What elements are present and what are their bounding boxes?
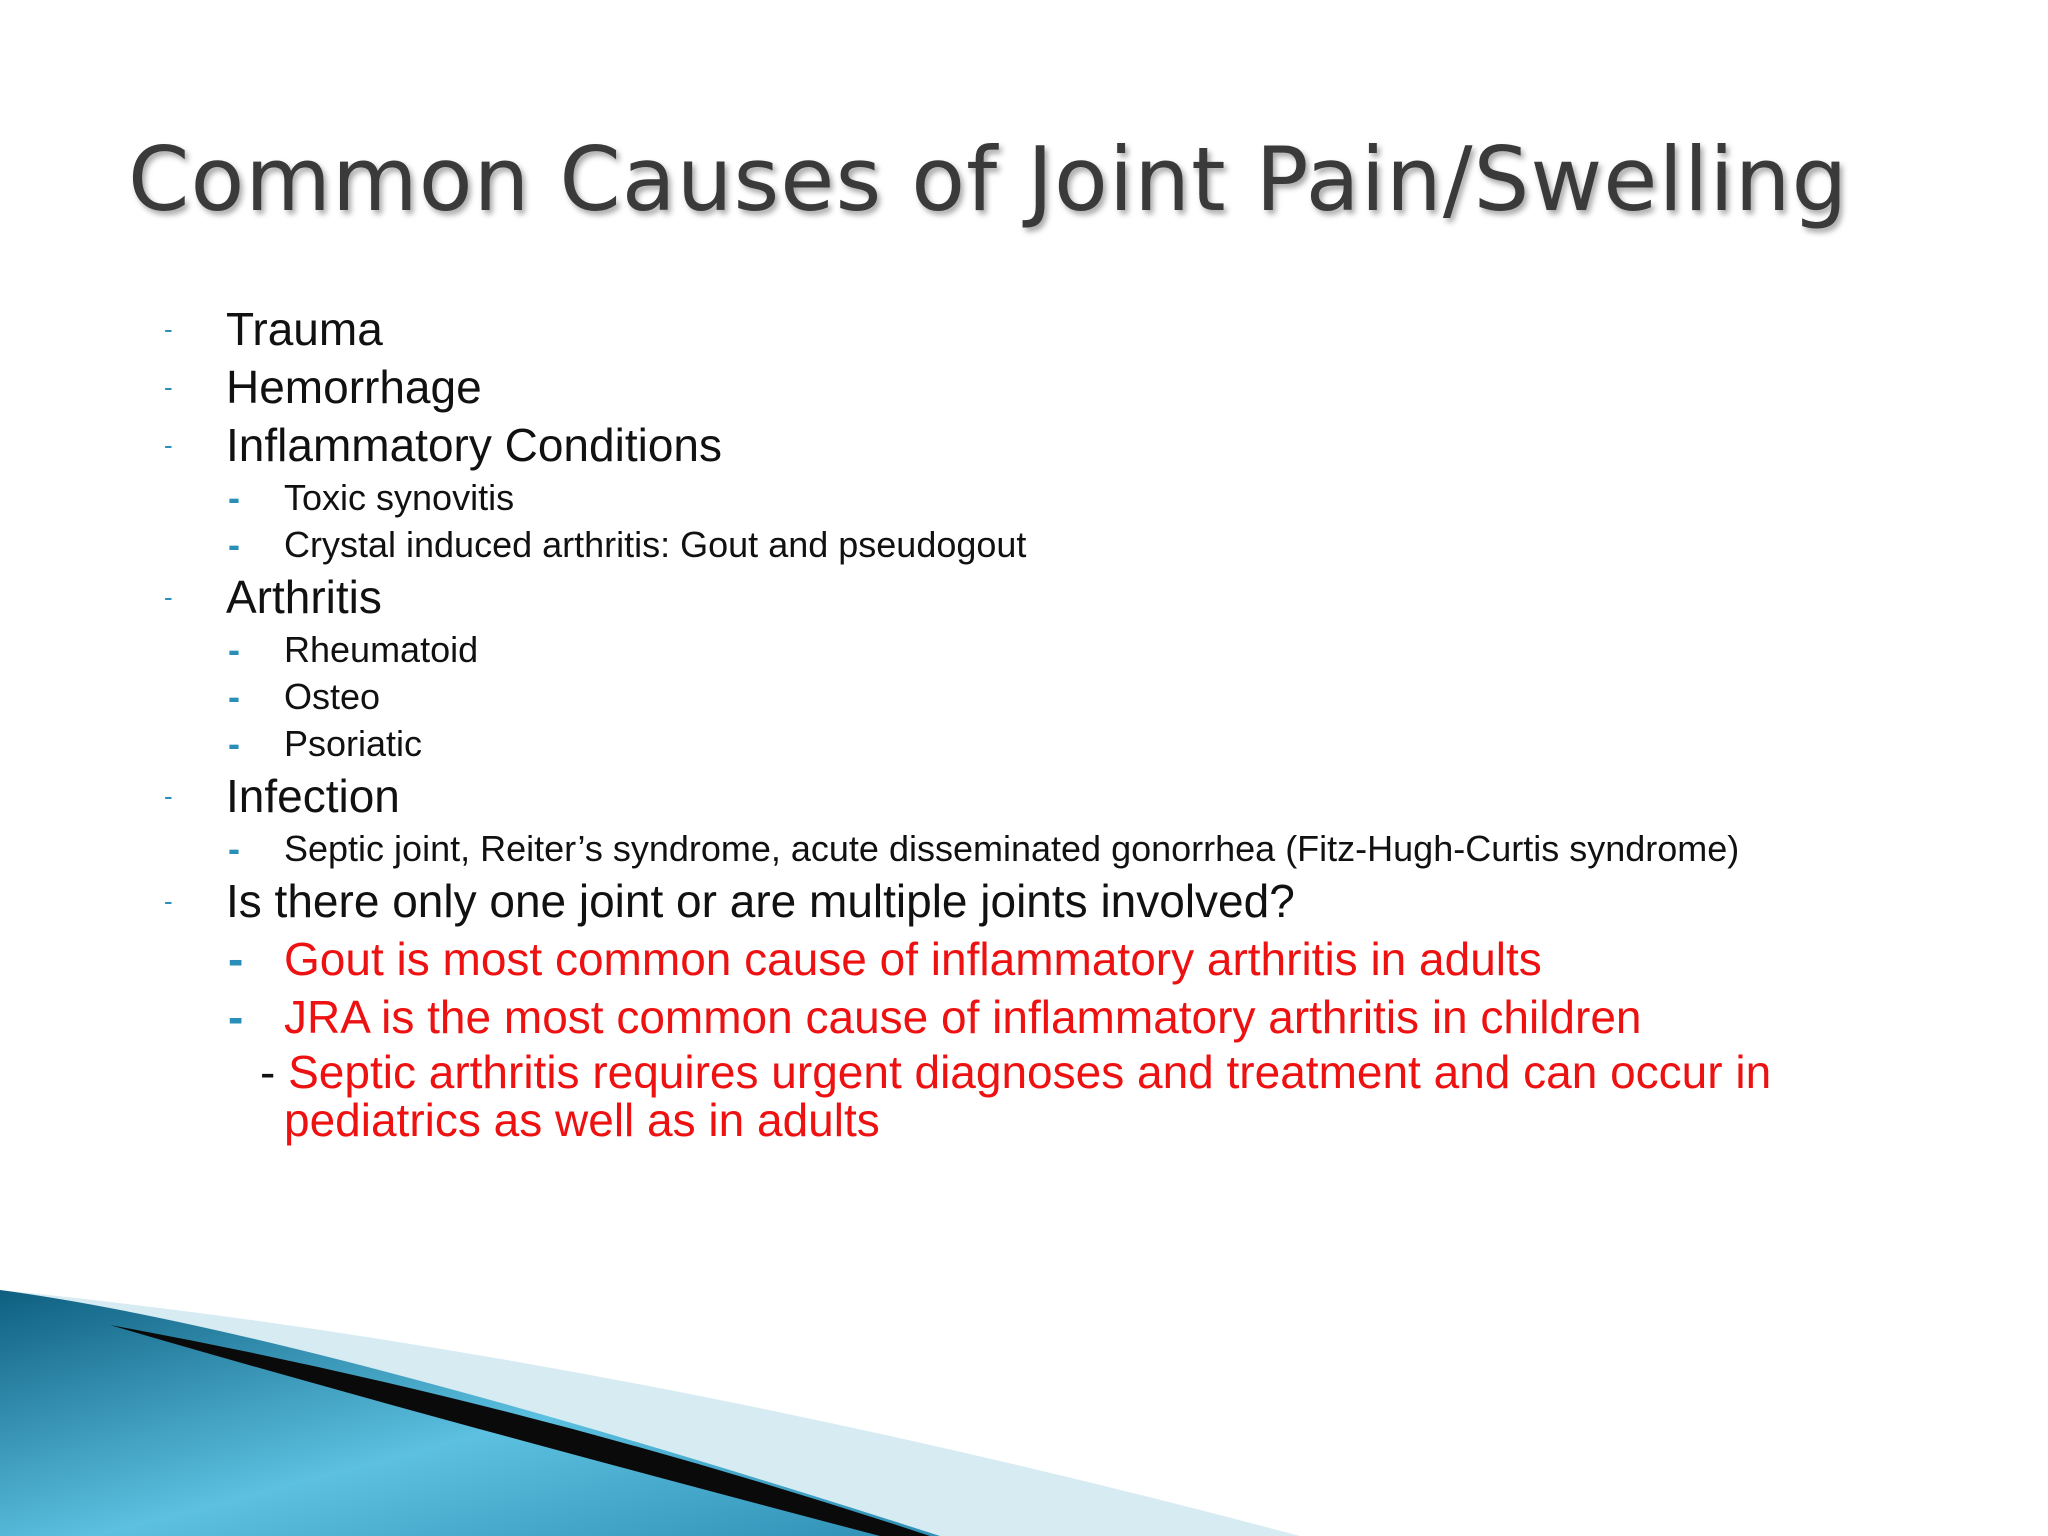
list-item — [160, 416, 1990, 474]
sub-list-item — [160, 521, 1990, 568]
bullet-marker: - — [228, 629, 240, 670]
bullet-marker: - — [260, 1046, 276, 1098]
list-item — [160, 568, 1990, 626]
bullet-marker: - — [164, 314, 173, 344]
list-item-text: Is there only one joint or are multiple joints involved? — [226, 875, 1295, 927]
sub-list-item — [160, 474, 1990, 521]
final-note-line-1 — [260, 1048, 1990, 1096]
sub-list-item — [160, 673, 1990, 720]
list-item — [160, 767, 1990, 825]
bullet-marker: - — [164, 781, 173, 811]
bullet-marker: - — [164, 372, 173, 402]
sub-list-item — [160, 720, 1990, 767]
list-item — [160, 358, 1990, 416]
decorative-wave — [0, 1290, 2048, 1536]
list-item — [160, 300, 1990, 358]
bullet-marker: - — [164, 582, 173, 612]
list-item-text: Crystal induced arthritis: Gout and pseudogout — [284, 524, 1027, 565]
highlight-item — [160, 988, 1990, 1046]
sub-list-item — [160, 825, 1990, 872]
list-item-text: Trauma — [226, 303, 383, 355]
final-note-line-2: pediatrics as well as in adults — [284, 1094, 880, 1146]
bullet-list — [160, 300, 1990, 1144]
bullet-marker: - — [228, 933, 244, 985]
final-note — [160, 1048, 1990, 1144]
highlight-item — [160, 930, 1990, 988]
list-item-text: Inflammatory Conditions — [226, 419, 722, 471]
highlight-text: Gout is most common cause of inflammatory arthritis in adults — [284, 933, 1542, 985]
bullet-marker: - — [228, 723, 240, 764]
final-note-text: Septic arthritis requires urgent diagnoses and treatment and can occur in — [288, 1046, 1772, 1098]
list-item-text: Toxic synovitis — [284, 477, 515, 518]
list-item — [160, 872, 1990, 930]
list-item-text: Osteo — [284, 676, 381, 717]
list-item-text: Arthritis — [226, 571, 382, 623]
bullet-marker: - — [228, 477, 240, 518]
bullet-marker: - — [164, 430, 173, 460]
list-item-text: Rheumatoid — [284, 629, 479, 670]
bullet-marker: - — [228, 524, 240, 565]
list-item-text: Hemorrhage — [226, 361, 482, 413]
list-item-text: Psoriatic — [284, 723, 423, 764]
list-item-text: Infection — [226, 770, 400, 822]
slide-title: Common Causes of Joint Pain/Swelling — [128, 128, 1849, 231]
bullet-marker: - — [228, 828, 240, 869]
sub-list-item — [160, 626, 1990, 673]
bullet-marker: - — [164, 886, 173, 916]
bullet-marker: - — [228, 991, 244, 1043]
list-item-text: Septic joint, Reiter’s syndrome, acute disseminated gonorrhea (Fitz-Hugh-Curtis syndrome) — [284, 828, 1740, 869]
highlight-text: JRA is the most common cause of inflammatory arthritis in children — [284, 991, 1642, 1043]
bullet-marker: - — [228, 676, 240, 717]
